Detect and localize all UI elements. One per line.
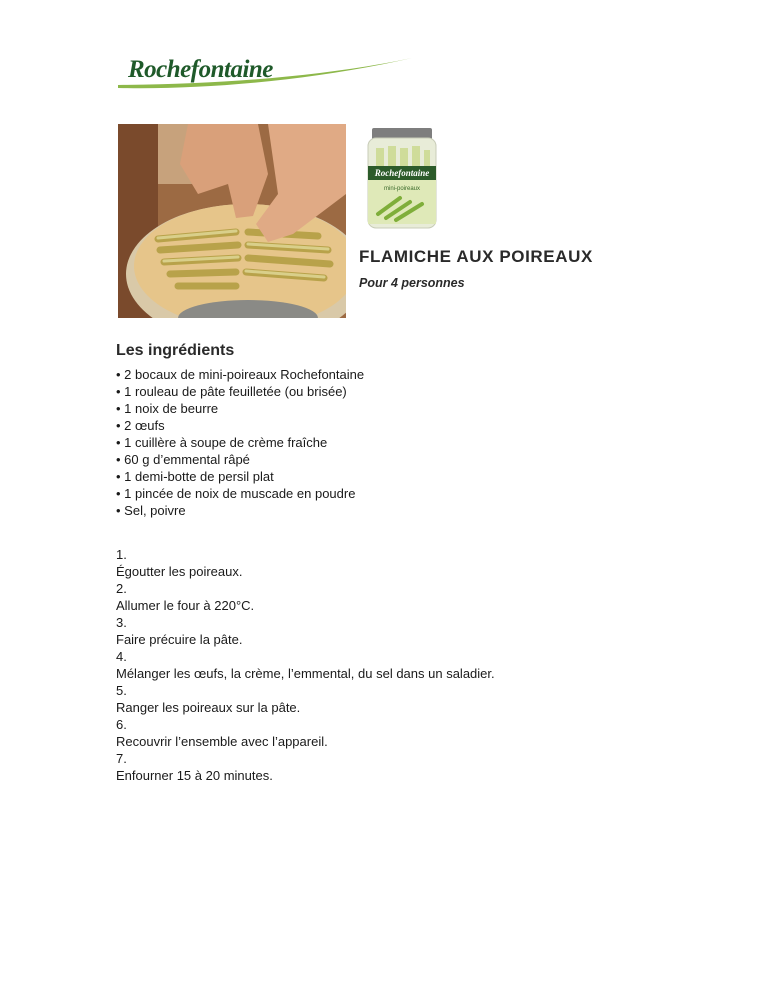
ingredient-item: • 2 œufs [116, 417, 364, 434]
step-text: Égoutter les poireaux. [116, 564, 243, 579]
step-item [116, 648, 495, 682]
ingredient-item: • 1 pincée de noix de muscade en poudre [116, 485, 364, 502]
product-jar-image [366, 126, 438, 230]
step-item [116, 580, 495, 614]
step-item [116, 750, 495, 784]
ingredient-item: • 1 demi-botte de persil plat [116, 468, 364, 485]
step-number: 3. [116, 615, 127, 630]
jar-label-product: mini-poireaux [383, 186, 421, 192]
step-number: 2. [116, 581, 127, 596]
recipe-title: FLAMICHE AUX POIREAUX [359, 247, 593, 266]
step-number: 4. [116, 649, 127, 664]
jar-label-brand: Rochefontaine [374, 168, 430, 178]
logo-text: Rochefontaine [128, 56, 273, 83]
step-text: Ranger les poireaux sur la pâte. [116, 700, 301, 715]
ingredient-item: • 2 bocaux de mini-poireaux Rochefontaine [116, 366, 364, 383]
step-number: 7. [116, 751, 127, 766]
step-item [116, 546, 495, 580]
ingredients-list [116, 366, 364, 519]
ingredient-item: • 60 g d’emmental râpé [116, 451, 364, 468]
step-text: Faire précuire la pâte. [116, 632, 243, 647]
step-text: Allumer le four à 220°C. [116, 598, 255, 613]
brand-logo [116, 52, 416, 92]
step-item [116, 682, 495, 716]
recipe-photo [118, 124, 346, 318]
ingredients-heading: Les ingrédients [116, 342, 235, 359]
step-number: 1. [116, 547, 127, 562]
ingredient-item: • 1 rouleau de pâte feuilletée (ou brisée) [116, 383, 364, 400]
step-item [116, 716, 495, 750]
step-text: Recouvrir l’ensemble avec l’appareil. [116, 734, 328, 749]
step-text: Enfourner 15 à 20 minutes. [116, 768, 273, 783]
step-item [116, 614, 495, 648]
step-number: 6. [116, 717, 127, 732]
ingredient-item: • 1 noix de beurre [116, 400, 364, 417]
ingredient-item: • 1 cuillère à soupe de crème fraîche [116, 434, 364, 451]
recipe-servings: Pour 4 personnes [359, 276, 465, 290]
steps-list [116, 546, 495, 784]
step-text: Mélanger les œufs, la crème, l’emmental, du sel dans un saladier. [116, 666, 495, 681]
ingredient-item: • Sel, poivre [116, 502, 364, 519]
step-number: 5. [116, 683, 127, 698]
